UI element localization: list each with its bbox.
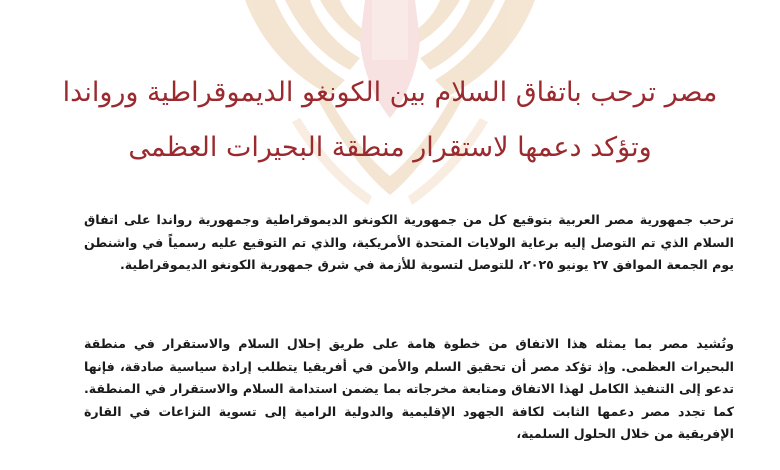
body-paragraph-2: وتُشيد مصر بما يمثله هذا الاتفاق من خطوة هامة على طريق إحلال السلام والاستقرار في منطقة البحيرات العظمى. وإذ تؤكد مصر أن تحقيق السلم والأمن في أفريقيا يتطلب إرادة سياسية صادقة، فإنها تدعو إلى التنفيذ الكامل لهذا الاتفاق ومتابعة مخرجاته بما يضمن استدامة السلام والاستقرار في المنطقة. كما تجدد مصر دعمها الثابت لكافة الجهود الإقليمية والدولية الرامية إلى تسوية النزاعات في القارة الإفريقية من خلال الحلول السلمية، xyxy=(84,336,734,441)
body-paragraph-1: ترحب جمهورية مصر العربية بتوقيع كل من جمهورية الكونغو الديموقراطية وجمهورية رواندا على اتفاق السلام الذي تم التوصل إليه برعاية الولايات المتحدة الأمريكية، والذي تم التوقيع عليه رسمياً في واشنطن يوم الجمعة الموافق ٢٧ يونيو ٢٠٢٥، للتوصل لتسوية للأزمة في شرق جمهورية الكونغو الديموقراطية. xyxy=(84,212,734,272)
headline-line-1: مصر ترحب باتفاق السلام بين الكونغو الديموقراطية ورواندا xyxy=(62,77,718,108)
headline-line-2: وتؤكد دعمها لاستقرار منطقة البحيرات العظمى xyxy=(128,132,652,163)
